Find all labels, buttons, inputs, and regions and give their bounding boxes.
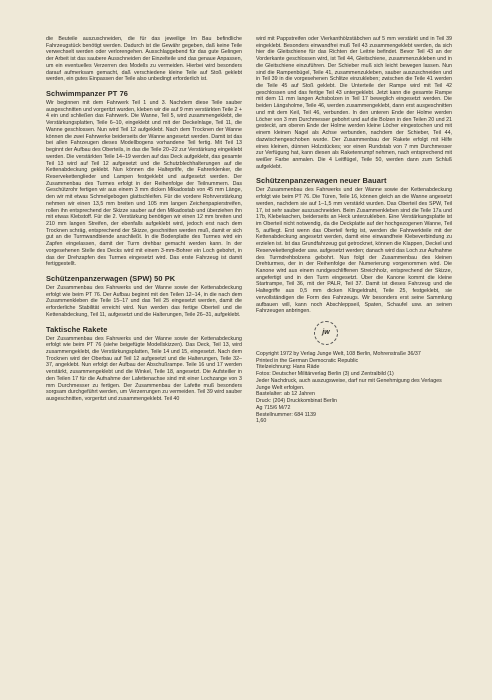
imprint-price: 1,60 (256, 418, 267, 425)
section-text-spw50: Der Zusammenbau des Fahrwerks und der Wanne sowie der Kettenabdeckung erfolgt wie beim PT 76. Der Aufbau beginnt mit den Teilen 12–14, in die nach dem Zusammenkleben die Teile 15–17 und das Teil 25 eingesetzt werden, damit die erforderliche Stabilität erreicht wird. Nun werden das fertige Oberteil und die Kettenabdeckung, Teil 11, aufgesetzt und die Halterungen, Teile 26–31, aufgeklebt. (46, 285, 242, 318)
imprint-line: Fotos: Deutscher Militärverlag Berlin (3) und Zentralbild (1) (256, 371, 394, 378)
imprint (256, 351, 452, 425)
continued-paragraph: wird mit Pappstreifen oder Vierkanthölzstäbchen auf 5 mm verstärkt und in Teil 39 eingeklebt. Besonders einwandfrei muß Teil 43 zusammengeklebt werden, da sich hier die Gleitschiene für das Richten der Leitrie befindet. Bevor Teil 43 an der Vorderkante geschlossen wird, ist Teil 44, Gleitschiene, zusammenzukleben und in die Gleitschiene einzuführen. Der Schieber muß sich leicht bewegen lassen. Nun sind die Rampenbügel, Teile 41, zusammenzukleben, sauber auszuschneiden und in Teil 39 in die vorgesehenen Schlitze einzukleben; zwischen die Teile 41 werden die Teile 45 auf Stoß geklebt. Die Unterteile der Rampe wird mit Teil 42 geschlossen und das fertige Teil 43 untergeklebt. Jetzt kann die gesamte Rampe mit dem 11 mm langen Achsbolzen in Teil 17 beweglich eingesetzt werden. Die beiden Längsholme, Teile 46, werden zusammengeklebt, dann erst ausgeschnitten und mit dem Keil, Teil 46, verbunden. In den unteren Ende der Holme werden Löcher von 3 mm Durchmesser gebohrt und auf die Bolzen in den Teilen 20 und 21 gesteckt, am oberen Ende der Holme werden kleine Löcher eingestochen und mit einem kleinen Nagel als Achse verbunden, nachdem der Schieber, Teil 44, dazwischengeschoben wurde. Der Zusammenbau der Rakete erfolgt mit Hilfe eines kleinen, dünnen Holzstückes; vor einen Rundstab von 7 mm Durchmesser zur Verfügung hat, kann diesen als Raketenrumpf nehmen, nach entsprechend mit weißer Farbe anmalen. Die 4 Leitflügel, Teile 50, werden dann zum Schluß aufgeklebt. (256, 36, 452, 170)
section-text-spw-neu: Der Zusammenbau des Fahrwerks und der Wanne sowie der Kettenabdeckung erfolgt wie beim PT 76. Die Türen, Teile 16, können gleich an die Wanne angesetzt werden, nachdem sie auf 1–1,5 mm verstärkt wurden. Das Oberteil des SPW, Teil 17, ist sehr sauber auszuschneiden. Beim Zusammenkleben sind die Teile 17a und 17b, Klebelaschen, beiderseits an Heck unterzukleben. Eine Verstärkungsplatte ist im Oberteil nicht notwendig, da die Deckplatte auf der hochgezogenen Wanne, Teil 5, aufliegt. Erst wenn das Oberteil fertig ist, werden die Fahrwerkteile mit der Kettenabdeckung angesetzt werden, damit eine einwandfreie Klebeverbindung zu erzielen ist. Ist das Grundfahrzeug gut getrocknet, können die Klappen, Deckel und Reservekettenglieder usw. aufgesetzt werden; danach wird das Loch zur Aufnahme des Turmdrehbolzens gebohrt. Nun folgt der Zusammenbau des kleinen Drehturmes, der in der Reihenfolge der Numerierung vorgenommen wird. Die Kanone wird aus einem rundgeschliffenen Streichholz, entsprechend der Skizze, angefertigt und in den Turm eingesetzt. Über die Kanone kommt die kleine Startrampe, Teil 36, mit der PALR, Teil 37. Damit ist dieses Fahrzeug und die Haltegriffe aus 0,5 mm dicken Klingeldraht, Teile 25, festgeklebt, sie vervollständigen die Form des Fahrzeugs. Wir besonders erst seine Sammlung aufbauen will, kann noch Abschleppseil, Spaten, Schaufel usw. an seinen Fahrzeugen anbringen. (256, 187, 452, 315)
section-title-rakete: Taktische Rakete (46, 324, 108, 334)
publisher-logo-wrap (314, 321, 452, 345)
right-column (256, 36, 452, 425)
section-title-spw50: Schützenpanzerwagen (SPW) 50 PK (46, 274, 176, 283)
imprint-line: Ag 715/6 M/72 (256, 404, 291, 411)
publisher-logo (314, 321, 338, 345)
section-text-pt76: Wir beginnen mit dem Fahrwerk Teil 1 und 3. Nachdem diese Teile sauber ausgeschnitten und vorgeritzt wurden, kleben wir die auf 9 mm verstärkten Teile 2 + 4 ein und schließen das Fahrwerk. Die Wanne, Teil 5, wird zusammengeklebt, die Verstärkungsplatten, Teile 6–10, eingeklebt und mit der Deckelnlage, Teil 11, die Wanne geschlossen. Nun wird Teil 12 aufgeklebt. Nach dem Trocknen der Wanne können die zwei Fahrwerke beiderseits der Wanne angesetzt werden. Damit ist das bei allen Fahrzeugen dieses Modellbogens vorhandene Teil fertig. Mit Teil 13 beginnt der Aufbau des Oberteils, in das die Teile 20–22 zur Verstärkung eingeklebt werden. Die verstärkten Teile 14–19 werden auf das Deck aufgeklebt, das gesamte Teil 13 wird auf Teil 12 aufgesetzt und die Schutzblechhalterungen auf die Kettenabdeckung geklebt. Nun können die Halteprilfe, die Fahrerklenker, die Reservekettenglieder und Lampen festgeklebt und aufgesetzt werden. Der Zusammenbau des Turmes erfolgt in der Reihenfolge der Teilnummern. Das Geschützrohr fertigen wir aus einem 3 mm dicken Mikadostab von 45 mm Länge, den wir mit etwas Schmelgebogen glattschleifen. Für die vordere Rohrverstärkung nehmen wir einen 13,5 mm breiten und 105 mm langen Zeichenpapierstreifen, rollen ihn entsprechend der Skizze sauber auf den Mikadostab und überziehen ihn mit etwas Klebstoff. Für die 2. Verstärkung benötigen wir einen 12 mm breiten und 210 mm langen Streifen, der ebenfalls aufgeklebt wird, jedoch erst nach dem Trocknen schräg, entsprechend der Skizze, geschnitten werden muß, damit er sich gut an die Turmwandbiende anschließt. In die Bodenplatte des Turmes wird ein Zapfen eingelassen, damit der Turm drehbar gemacht werden kann. In der vorgesehenen Stelle des Decks wird mit einem 3-mm-Bohrer ein Loch gebohrt, in das der Drehzapfen des Turmes eingesetzt wird. Das erste Fahrzeug ist damit fertiggestellt. (46, 100, 242, 268)
section-title-pt76: Schwimmpanzer PT 76 (46, 89, 128, 99)
publisher-logo-text: jw (322, 328, 330, 336)
left-column (46, 36, 242, 403)
imprint-line: Bastelalter: ab 12 Jahren (256, 391, 315, 398)
imprint-line: Copyright 1972 by Verlag Junge Welt, 108 Berlin, Mohrenstraße 36/37 (256, 351, 421, 358)
section-text-rakete: Der Zusammenbau des Fahrwerks und der Wanne sowie der Kettenabdeckung erfolgt wie beim PT 76 (siehe beigefügte Modellskizzen). Das Deck, Teil 13, wird zusammengeklebt, die Verstärkungsplatten, Teile 14 und 15, eingesetzt. Nach dem Trocknen wird der Oberbau auf Teil 12 aufgesetzt und die Halterungen, Teile 32–37, angeklebt. Nun erfolgt der Aufbau der Abschußrampe. Teile 16 und 17 werden verstärkt, zusammengeklebt und die Winkel, Teile 18, angesetzt. Die Aufsteiller in den Teilen 17 für die Aufnahme der Lafettenachse sind mit einer Lochzange von 3 mm Durchmesser zu fertigen. Der Zusammenbau der Lafette muß besonders sorgsam durchgeführt werden, um Verzerrungen zu vermeiden. Teil 39 wird sauber ausgeschnitten, vorgeritzt und zusammengeklebt. Teil 40 (46, 335, 242, 403)
imprint-line: Titelzeichnung: Hans Räde (256, 364, 320, 371)
section-title-spw-neu: Schützenpanzerwagen neuer Bauart (256, 176, 387, 186)
imprint-line: Printed in the German Democratic Republic (256, 357, 359, 364)
imprint-line: Bestellnummer: 684 1139 (256, 411, 316, 418)
imprint-line: Druck: (204) Druckkombinat Berlin (256, 398, 337, 405)
imprint-line: Jeder Nachdruck, auch auszugsweise, darf nur mit Genehmigung des Verlages Junge Welt erfolgen. (256, 377, 442, 391)
intro-paragraph: die Beuteile auszuschneiden, die für das jeweilige Im Bau befindliche Fahrzeugstück benötigt werden. Dadurch ist die Gewähr gegeben, daß keine Teile verwechselt werden oder verlorengehen. Ausschlaggebend für das gute Gelingen der Arbeit ist das saubere Ausschneiden der Einzelteile und das genaue Anpassen, um ein eventuelles Verzerren des Modells zu vermeiden. Hierbei wird besonders darauf aufmerksam gemacht, daß verschiedene kleine Teile auf Stoß geklebt werden, ein gutes Einpassen der Teile also unbedingt erforderlich ist. (46, 36, 242, 83)
